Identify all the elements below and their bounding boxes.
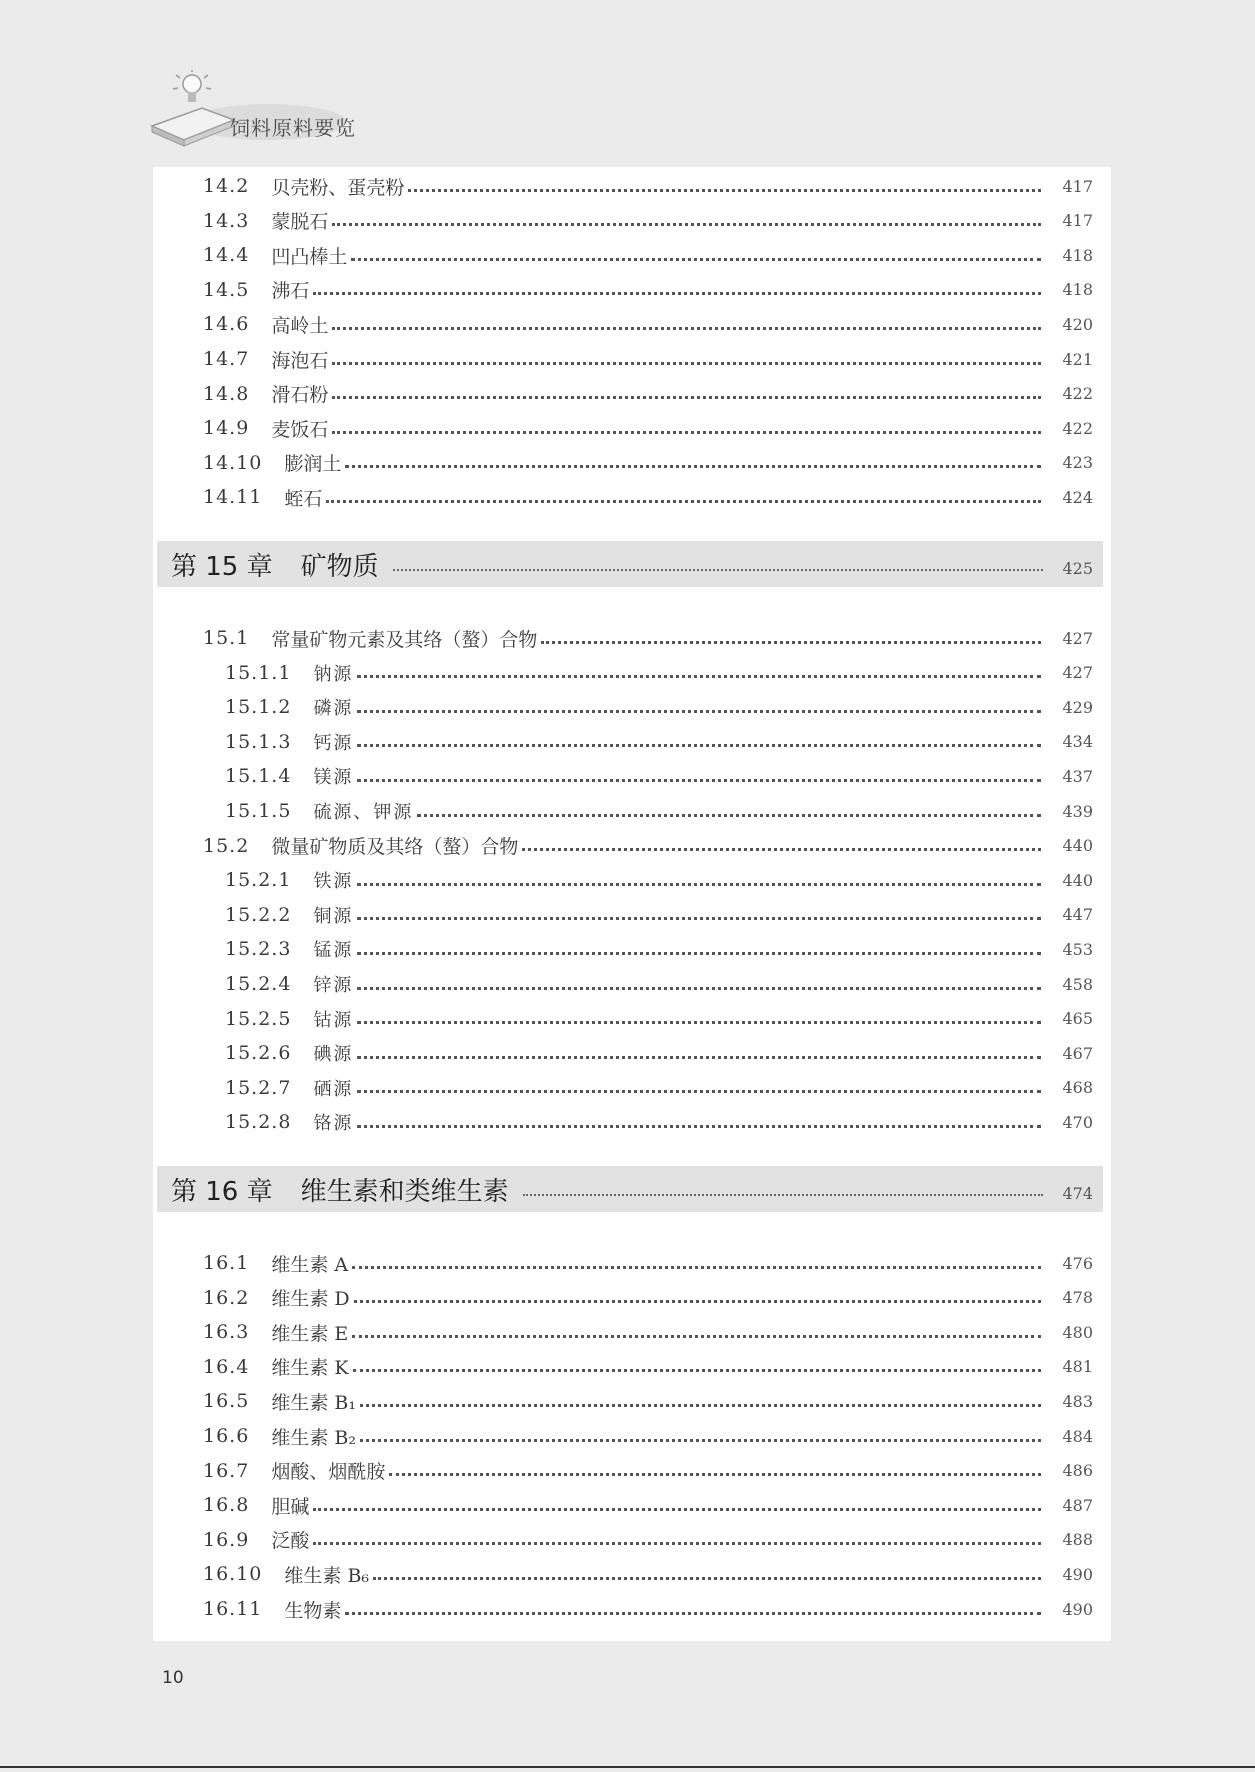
dot-leader xyxy=(332,431,1041,434)
entry-number: 16.3 xyxy=(203,1321,250,1344)
entry-page-number: 434 xyxy=(1062,732,1093,752)
toc-subentry[interactable] xyxy=(153,1002,1111,1036)
running-header xyxy=(148,70,378,150)
entry-title: 沸石 xyxy=(271,280,310,303)
entry-number: 15.2.8 xyxy=(225,1111,292,1134)
entry-number: 16.1 xyxy=(203,1252,250,1274)
chapter-page-number: 425 xyxy=(1062,558,1093,578)
entry-page-number: 490 xyxy=(1062,1564,1093,1584)
entry-title: 维生素 B₂ xyxy=(271,1426,356,1449)
toc-entry[interactable] xyxy=(153,1557,1111,1591)
toc-subentry[interactable] xyxy=(153,656,1111,690)
dot-leader xyxy=(352,1335,1041,1338)
entry-title: 膨润土 xyxy=(284,453,342,476)
dot-leader xyxy=(313,292,1041,295)
entry-number: 16.8 xyxy=(203,1494,250,1517)
toc-entry[interactable] xyxy=(153,621,1111,655)
entry-title: 钠源 xyxy=(313,663,354,685)
chapter-number: 第 16 章 xyxy=(171,1176,273,1207)
toc-entry[interactable] xyxy=(153,1315,1111,1349)
entry-page-number: 423 xyxy=(1062,453,1093,473)
entry-number: 14.11 xyxy=(203,486,263,509)
entry-title: 滑石粉 xyxy=(271,384,329,407)
dot-leader xyxy=(326,500,1041,503)
entry-page-number: 453 xyxy=(1062,939,1093,959)
entry-number: 16.11 xyxy=(203,1598,263,1620)
entry-title: 碘源 xyxy=(313,1044,354,1066)
dot-leader xyxy=(357,1056,1041,1059)
dot-leader xyxy=(313,1542,1041,1545)
toc-entry[interactable] xyxy=(153,1281,1111,1315)
toc-entry[interactable] xyxy=(153,446,1111,480)
entry-page-number: 439 xyxy=(1062,801,1093,821)
entry-title: 维生素 K xyxy=(271,1357,349,1380)
chapter-number: 第 15 章 xyxy=(171,551,273,582)
entry-title: 海泡石 xyxy=(271,349,329,372)
entry-page-number: 490 xyxy=(1062,1599,1093,1619)
entry-number: 14.8 xyxy=(203,382,250,405)
dot-leader xyxy=(332,223,1041,226)
entry-number: 15.1.2 xyxy=(225,696,292,719)
entry-number: 16.10 xyxy=(203,1563,263,1586)
toc-subentry[interactable] xyxy=(153,1036,1111,1070)
toc-entry[interactable] xyxy=(153,377,1111,411)
chapter-title: 维生素和类维生素 xyxy=(300,1176,509,1207)
entry-number: 15.1.1 xyxy=(225,661,292,684)
entry-number: 14.5 xyxy=(203,278,250,301)
entry-page-number: 487 xyxy=(1062,1495,1093,1515)
entry-page-number: 422 xyxy=(1062,384,1093,404)
entry-page-number: 484 xyxy=(1062,1426,1093,1446)
entry-page-number: 437 xyxy=(1062,766,1093,786)
entry-number: 15.1 xyxy=(203,627,250,649)
dot-leader xyxy=(417,814,1041,817)
entry-page-number: 478 xyxy=(1062,1288,1093,1308)
toc-entry[interactable] xyxy=(153,273,1111,307)
dot-leader xyxy=(541,641,1041,644)
dot-leader xyxy=(357,952,1041,955)
entry-number: 15.1.4 xyxy=(225,765,292,788)
entry-page-number: 488 xyxy=(1062,1530,1093,1550)
dot-leader xyxy=(357,987,1041,990)
dot-leader xyxy=(332,327,1041,330)
entry-title: 锰源 xyxy=(313,940,354,962)
toc-subentry[interactable] xyxy=(153,932,1111,966)
entry-title: 铬源 xyxy=(313,1113,354,1135)
entry-title: 常量矿物元素及其络（螯）合物 xyxy=(271,628,538,651)
entry-number: 16.7 xyxy=(203,1459,250,1482)
toc-subentry[interactable] xyxy=(153,967,1111,1001)
entry-title: 蒙脱石 xyxy=(271,211,329,234)
entry-number: 15.1.5 xyxy=(225,800,292,822)
toc-panel xyxy=(153,167,1111,1641)
toc-subentry[interactable] xyxy=(153,794,1111,828)
entry-title: 维生素 E xyxy=(271,1322,349,1345)
dot-leader xyxy=(360,1404,1041,1407)
dot-leader xyxy=(357,710,1041,713)
entry-title: 高岭土 xyxy=(271,314,329,337)
toc-entry[interactable] xyxy=(153,1454,1111,1488)
entry-page-number: 420 xyxy=(1062,314,1093,334)
entry-title: 贝壳粉、蛋壳粉 xyxy=(271,176,405,199)
dot-leader xyxy=(393,569,1043,571)
entry-page-number: 480 xyxy=(1062,1322,1093,1342)
dot-leader xyxy=(357,1021,1041,1024)
entry-title: 钴源 xyxy=(313,1009,354,1031)
entry-title: 镁源 xyxy=(313,767,354,789)
entry-page-number: 417 xyxy=(1062,211,1093,231)
dot-leader xyxy=(360,1439,1041,1442)
dot-leader xyxy=(313,1508,1041,1511)
entry-title: 钙源 xyxy=(313,732,354,754)
dot-leader xyxy=(357,744,1041,747)
entry-number: 14.7 xyxy=(203,348,250,370)
dot-leader xyxy=(352,1266,1041,1269)
entry-number: 16.2 xyxy=(203,1286,250,1309)
entry-page-number: 429 xyxy=(1062,697,1093,717)
entry-number: 14.3 xyxy=(203,209,250,232)
dot-leader xyxy=(354,1300,1041,1303)
entry-page-number: 427 xyxy=(1062,628,1093,648)
entry-title: 胆碱 xyxy=(271,1495,310,1518)
entry-number: 15.2.7 xyxy=(225,1076,292,1099)
dot-leader xyxy=(522,848,1041,851)
entry-number: 16.5 xyxy=(203,1390,250,1413)
entry-title: 凹凸棒土 xyxy=(271,245,348,268)
dot-leader xyxy=(373,1577,1041,1580)
entry-title: 烟酸、烟酰胺 xyxy=(271,1461,386,1484)
entry-number: 16.9 xyxy=(203,1528,250,1551)
entry-number: 15.2.6 xyxy=(225,1042,292,1065)
entry-page-number: 481 xyxy=(1062,1357,1093,1377)
toc-entry[interactable] xyxy=(153,307,1111,341)
toc-entry[interactable] xyxy=(153,1488,1111,1522)
toc-entry[interactable] xyxy=(153,1592,1111,1626)
entry-number: 14.10 xyxy=(203,451,263,474)
entry-page-number: 418 xyxy=(1062,245,1093,265)
entry-number: 15.2.5 xyxy=(225,1007,292,1030)
toc-subentry[interactable] xyxy=(153,725,1111,759)
toc-entry[interactable] xyxy=(153,1384,1111,1418)
entry-page-number: 486 xyxy=(1062,1461,1093,1481)
chapter-heading[interactable] xyxy=(157,541,1103,587)
toc-entry[interactable] xyxy=(153,1350,1111,1384)
entry-title: 维生素 D xyxy=(271,1288,350,1311)
entry-number: 14.6 xyxy=(203,313,250,336)
toc-entry[interactable] xyxy=(153,1246,1111,1280)
dot-leader xyxy=(332,362,1041,365)
entry-page-number: 421 xyxy=(1062,349,1093,369)
dot-leader xyxy=(408,189,1041,192)
toc-entry[interactable] xyxy=(153,238,1111,272)
chapter-page-number: 474 xyxy=(1062,1183,1093,1203)
entry-title: 硒源 xyxy=(313,1078,354,1100)
entry-title: 铁源 xyxy=(313,871,354,893)
entry-title: 硫源、钾源 xyxy=(313,802,414,823)
bottom-rule xyxy=(0,1766,1255,1768)
toc-subentry[interactable] xyxy=(153,863,1111,897)
entry-page-number: 417 xyxy=(1062,176,1093,196)
toc-entry[interactable] xyxy=(153,480,1111,514)
chapter-title: 矿物质 xyxy=(300,551,379,582)
entry-page-number: 440 xyxy=(1062,870,1093,890)
entry-page-number: 483 xyxy=(1062,1391,1093,1411)
entry-page-number: 427 xyxy=(1062,663,1093,683)
book-title: 饲料原料要览 xyxy=(230,116,356,140)
toc-entry[interactable] xyxy=(153,169,1111,203)
entry-title: 维生素 B₆ xyxy=(284,1564,370,1587)
toc-entry[interactable] xyxy=(153,411,1111,445)
entry-page-number: 418 xyxy=(1062,280,1093,300)
dot-leader xyxy=(353,1369,1041,1372)
entry-page-number: 458 xyxy=(1062,974,1093,994)
entry-title: 铜源 xyxy=(313,905,354,927)
toc-subentry[interactable] xyxy=(153,1071,1111,1105)
entry-page-number: 422 xyxy=(1062,418,1093,438)
entry-title: 磷源 xyxy=(313,698,354,720)
entry-number: 16.6 xyxy=(203,1425,250,1447)
entry-number: 15.1.3 xyxy=(225,730,292,753)
entry-page-number: 424 xyxy=(1062,487,1093,507)
entry-page-number: 476 xyxy=(1062,1253,1093,1273)
entry-number: 14.2 xyxy=(203,175,250,197)
entry-title: 蛭石 xyxy=(284,487,323,510)
toc-entry[interactable] xyxy=(153,1419,1111,1453)
toc-entry[interactable] xyxy=(153,829,1111,863)
dot-leader xyxy=(332,396,1041,399)
toc-entry[interactable] xyxy=(153,342,1111,376)
dot-leader xyxy=(357,917,1041,920)
entry-title: 生物素 xyxy=(284,1599,342,1622)
dot-leader xyxy=(357,675,1041,678)
entry-number: 14.4 xyxy=(203,244,250,267)
entry-page-number: 440 xyxy=(1062,836,1093,856)
chapter-heading[interactable] xyxy=(157,1166,1103,1212)
toc-subentry[interactable] xyxy=(153,690,1111,724)
entry-number: 15.2.3 xyxy=(225,938,292,961)
dot-leader xyxy=(357,779,1041,782)
toc-entry[interactable] xyxy=(153,1523,1111,1557)
entry-page-number: 465 xyxy=(1062,1009,1093,1029)
dot-leader xyxy=(351,258,1041,261)
dot-leader xyxy=(345,465,1041,468)
dot-leader xyxy=(389,1473,1041,1476)
toc-entry[interactable] xyxy=(153,204,1111,238)
toc-subentry[interactable] xyxy=(153,898,1111,932)
page-number: 10 xyxy=(162,1668,184,1688)
dot-leader xyxy=(523,1194,1043,1196)
entry-title: 维生素 A xyxy=(271,1253,349,1276)
dot-leader xyxy=(357,883,1041,886)
dot-leader xyxy=(357,1125,1041,1128)
entry-page-number: 468 xyxy=(1062,1078,1093,1098)
entry-number: 15.2.1 xyxy=(225,869,292,892)
entry-number: 15.2 xyxy=(203,834,250,857)
entry-title: 麦饭石 xyxy=(271,418,329,441)
entry-title: 锌源 xyxy=(313,975,354,996)
entry-number: 16.4 xyxy=(203,1355,250,1378)
dot-leader xyxy=(357,1090,1041,1093)
entry-page-number: 470 xyxy=(1062,1112,1093,1132)
entry-page-number: 467 xyxy=(1062,1043,1093,1063)
entry-title: 泛酸 xyxy=(271,1530,310,1553)
entry-page-number: 447 xyxy=(1062,905,1093,925)
entry-number: 14.9 xyxy=(203,417,250,440)
entry-number: 15.2.2 xyxy=(225,903,292,926)
entry-title: 微量矿物质及其络（螯）合物 xyxy=(271,836,519,859)
toc-subentry[interactable] xyxy=(153,1105,1111,1139)
toc-subentry[interactable] xyxy=(153,759,1111,793)
dot-leader xyxy=(345,1612,1041,1615)
entry-number: 15.2.4 xyxy=(225,973,292,995)
entry-title: 维生素 B₁ xyxy=(271,1391,356,1414)
